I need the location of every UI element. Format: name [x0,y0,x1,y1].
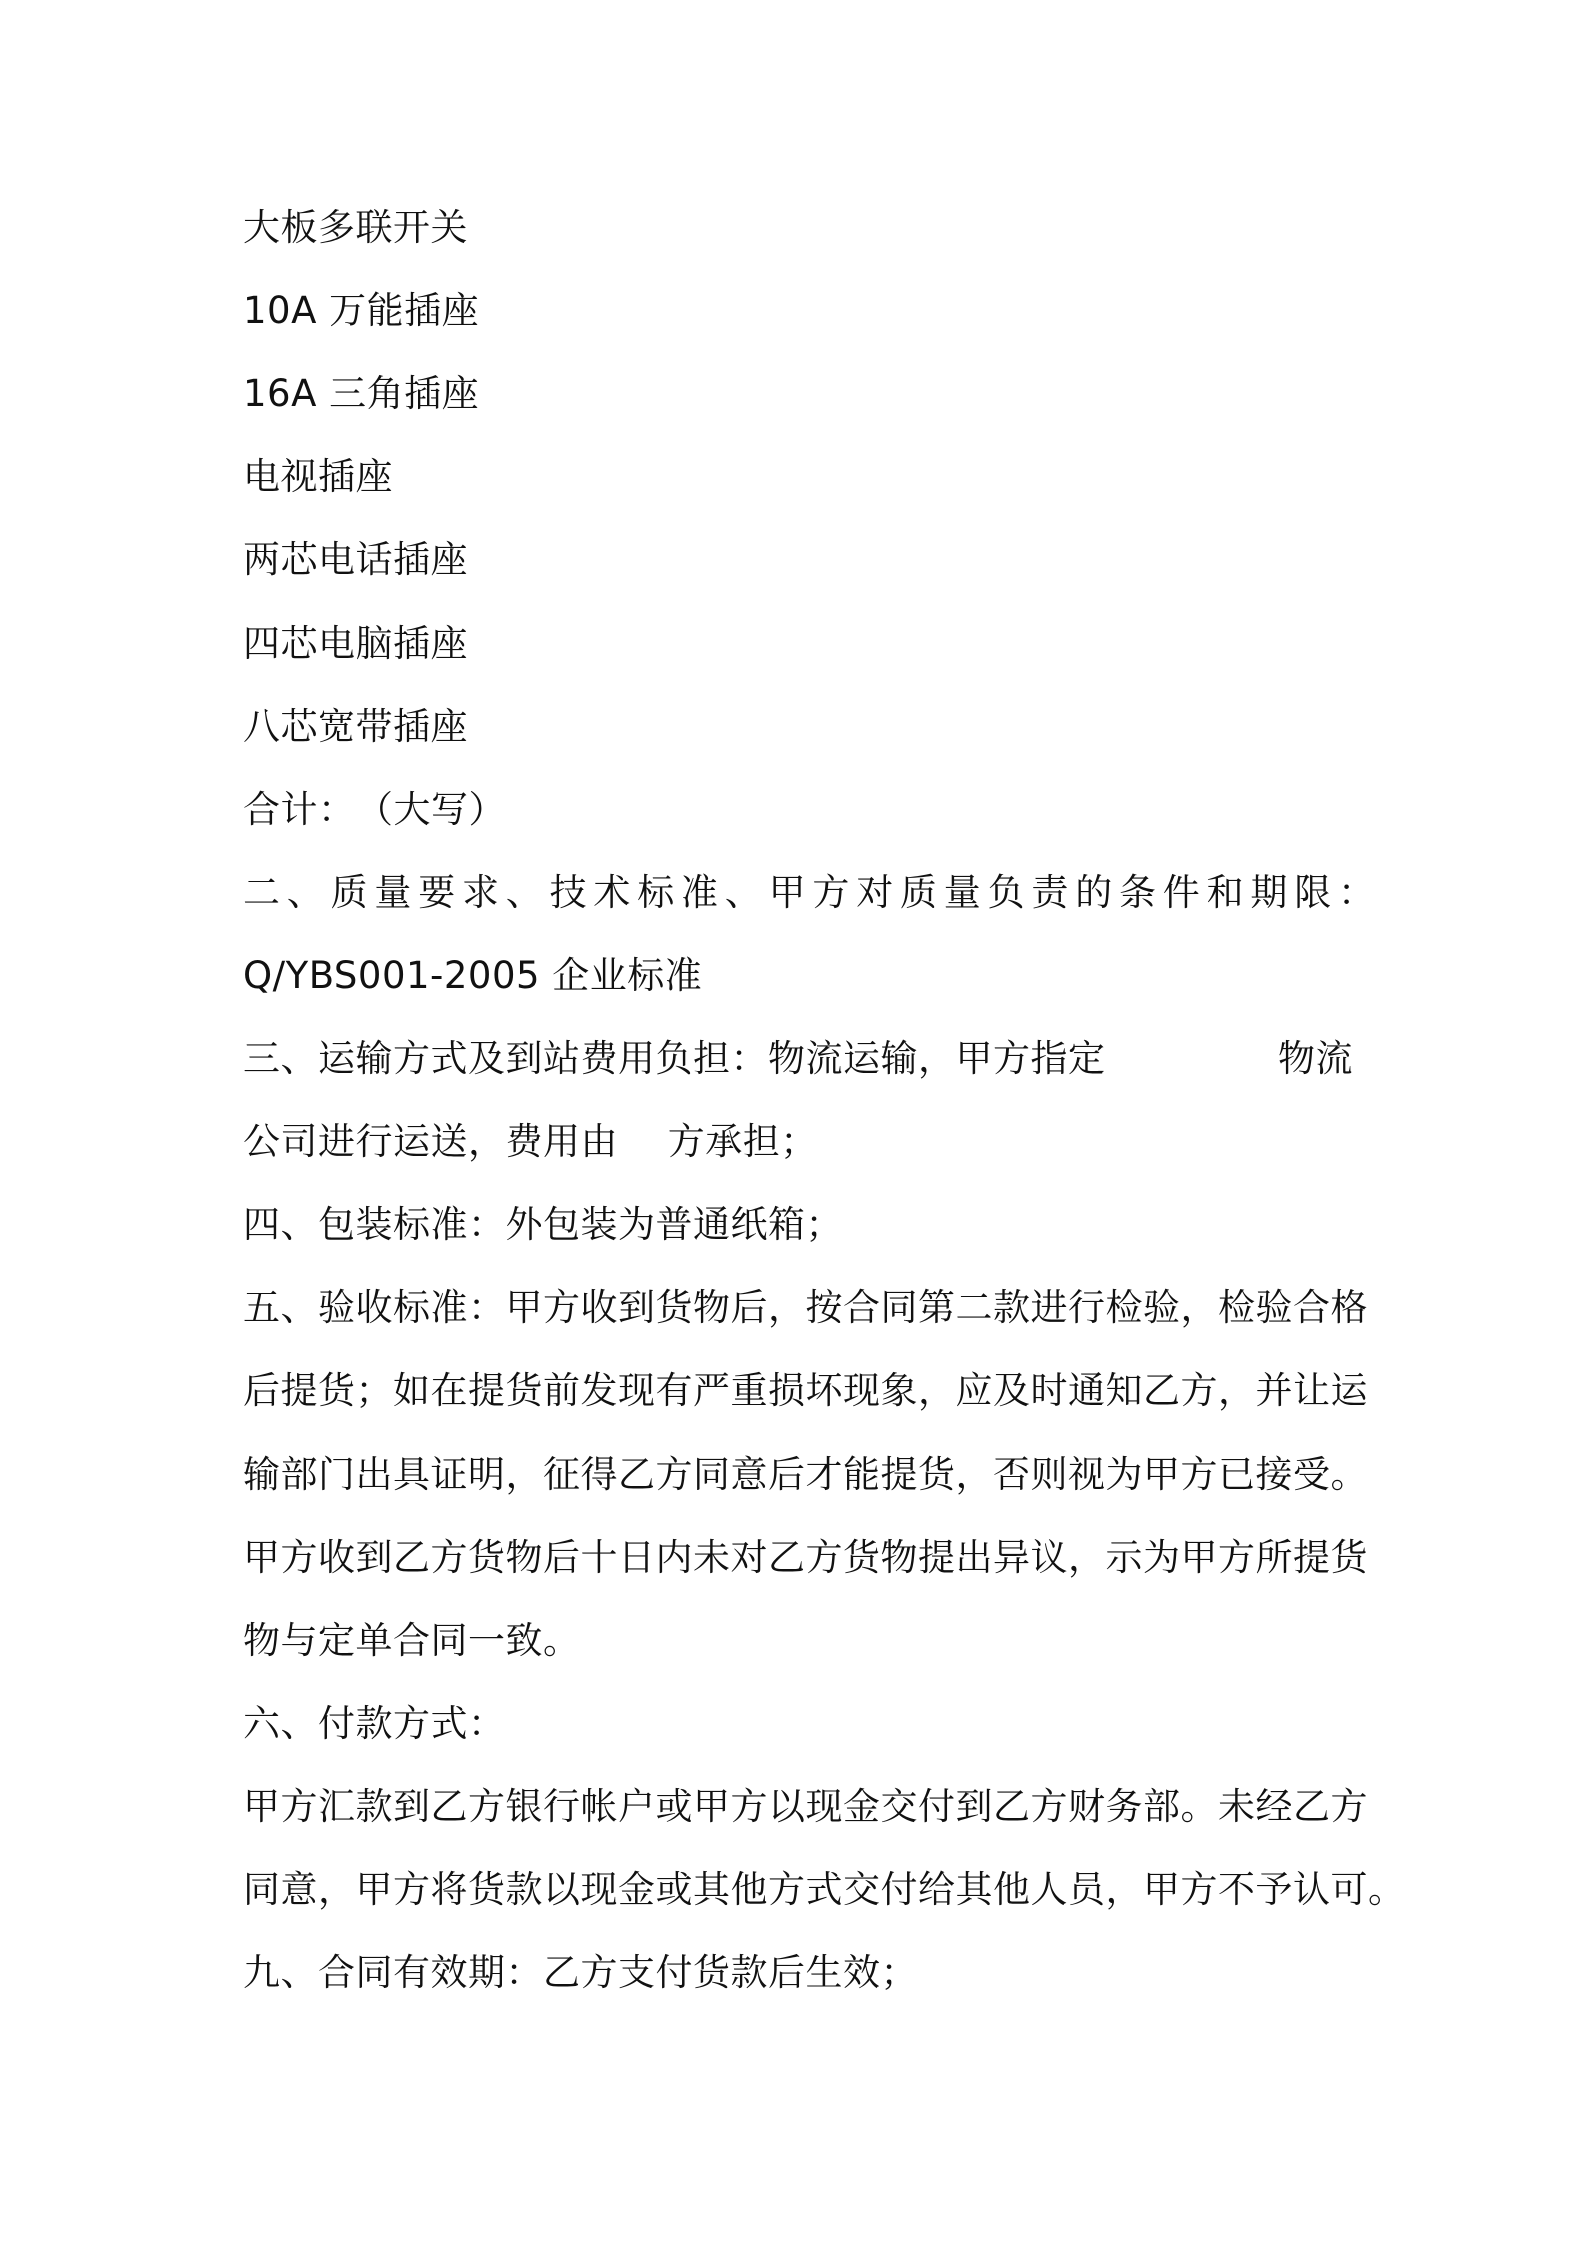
section-6-line-2: 同意，甲方将货款以现金或其他方式交付给其他人员，甲方不予认可。 [243,1868,1406,1911]
section-4: 四、包装标准：外包装为普通纸箱； [243,1203,843,1246]
section-5-line-4: 甲方收到乙方货物后十日内未对乙方货物提出异议，示为甲方所提货 [243,1536,1368,1579]
section-9: 九、合同有效期：乙方支付货款后生效； [243,1951,918,1994]
item-computer-socket: 四芯电脑插座 [243,622,468,665]
item-large-switch: 大板多联开关 [243,206,468,249]
item-phone-socket: 两芯电话插座 [243,538,468,581]
item-tv-socket: 电视插座 [243,455,393,498]
section-5-line-5: 物与定单合同一致。 [243,1619,581,1662]
section-6-line-1: 甲方汇款到乙方银行帐户或甲方以现金交付到乙方财务部。未经乙方 [243,1785,1368,1828]
item-10a-socket: 10A 万能插座 [243,289,480,332]
item-16a-socket: 16A 三角插座 [243,372,480,415]
item-broadband-socket: 八芯宽带插座 [243,705,468,748]
section-5-line-2: 后提货；如在提货前发现有严重损坏现象，应及时通知乙方，并让运 [243,1369,1368,1412]
section-6-heading: 六、付款方式： [243,1702,506,1745]
section-2-standard: Q/YBS001-2005 企业标准 [243,954,703,997]
section-3-line-1 [243,1034,1353,1084]
section-3-line-1-left: 三、运输方式及到站费用负担：物流运输，甲方指定 [243,1037,1106,1080]
section-5-line-1: 五、验收标准：甲方收到货物后，按合同第二款进行检验，检验合格 [243,1286,1368,1329]
section-3-line-1-right: 物流 [1278,1037,1353,1080]
section-2-heading: 二、质量要求、技术标准、甲方对质量负责的条件和期限： [243,871,1382,914]
section-3-line-2: 公司进行运送，费用由 方承担； [243,1120,818,1163]
section-5-line-3: 输部门出具证明，征得乙方同意后才能提货，否则视为甲方已接受。 [243,1453,1368,1496]
total-line: 合计： （大写） [243,788,506,831]
